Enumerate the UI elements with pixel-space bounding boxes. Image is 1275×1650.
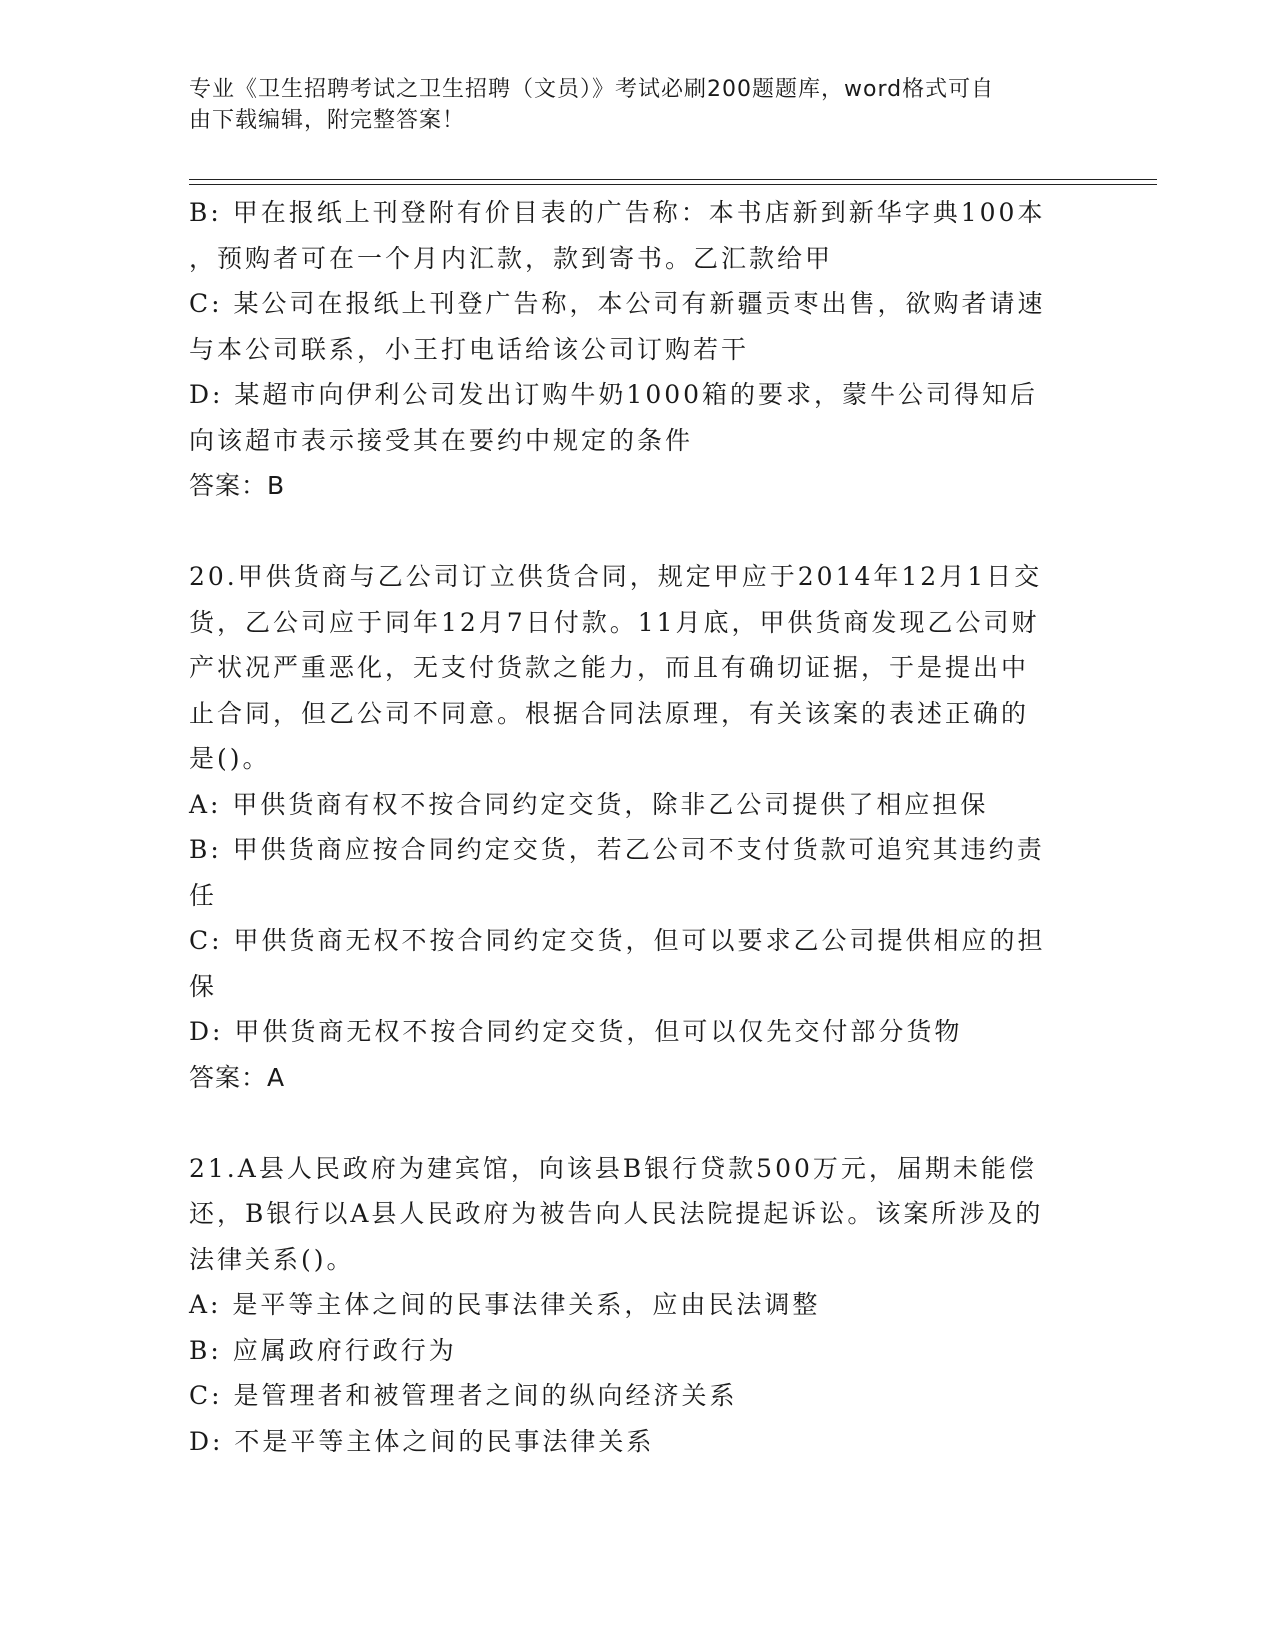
q20-stem-line-1: 20.甲供货商与乙公司订立供货合同，规定甲应于2014年12月1日交 xyxy=(189,562,1043,591)
question-20 xyxy=(189,554,1089,1100)
q20-option-b-line-2: 任 xyxy=(189,880,218,910)
question-19-continued xyxy=(189,190,1089,509)
question-21 xyxy=(189,1146,1089,1465)
document-body xyxy=(189,190,1089,1464)
q19-option-d-line-1: D: 某超市向伊利公司发出订购牛奶1000箱的要求，蒙牛公司得知后 xyxy=(189,380,1039,409)
q21-stem-line-1: 21.A县人民政府为建宾馆，向该县B银行贷款500万元，届期未能偿 xyxy=(189,1153,1037,1183)
document-header xyxy=(189,74,1079,136)
header-divider-top xyxy=(189,179,1157,180)
q20-answer: 答案：A xyxy=(189,1062,286,1092)
q20-option-c-line-2: 保 xyxy=(189,971,218,1001)
q21-option-b-line-1: B: 应属政府行政行为 xyxy=(189,1335,457,1365)
q20-option-c-line-1: C: 甲供货商无权不按合同约定交货，但可以要求乙公司提供相应的担 xyxy=(189,926,1046,955)
q21-option-a-line-1: A: 是平等主体之间的民事法律关系，应由民法调整 xyxy=(189,1290,821,1319)
header-line-2: 由下载编辑，附完整答案！ xyxy=(189,108,466,133)
q19-option-b-line-1: B: 甲在报纸上刊登附有价目表的广告称：本书店新到新华字典100本 xyxy=(189,198,1046,227)
q19-option-d-line-2: 向该超市表示接受其在要约中规定的条件 xyxy=(189,425,694,455)
q21-option-c-line-1: C: 是管理者和被管理者之间的纵向经济关系 xyxy=(189,1381,738,1410)
q20-stem-line-3: 产状况严重恶化，无支付货款之能力，而且有确切证据，于是提出中 xyxy=(189,653,1030,682)
q21-stem-line-2: 还，B银行以A县人民政府为被告向人民法院提起诉讼。该案所涉及的 xyxy=(189,1199,1044,1228)
q21-stem-line-3: 法律关系()。 xyxy=(189,1244,355,1274)
header-line-1: 专业《卫生招聘考试之卫生招聘（文员）》考试必刷200题题库，word格式可自 xyxy=(189,77,995,102)
q21-option-d-line-1: D: 不是平等主体之间的民事法律关系 xyxy=(189,1426,655,1456)
q20-option-b-line-1: B: 甲供货商应按合同约定交货，若乙公司不支付货款可追究其违约责 xyxy=(189,835,1045,864)
q20-option-a-line-1: A: 甲供货商有权不按合同约定交货，除非乙公司提供了相应担保 xyxy=(189,789,989,819)
header-divider-bottom xyxy=(189,184,1157,185)
q20-option-d-line-1: D: 甲供货商无权不按合同约定交货，但可以仅先交付部分货物 xyxy=(189,1017,963,1046)
q20-stem-line-5: 是()。 xyxy=(189,744,271,773)
q19-option-c-line-1: C: 某公司在报纸上刊登广告称，本公司有新疆贡枣出售，欲购者请速 xyxy=(189,289,1046,318)
q20-stem-line-2: 货，乙公司应于同年12月7日付款。11月底，甲供货商发现乙公司财 xyxy=(189,607,1040,637)
q19-option-b-line-2: ，预购者可在一个月内汇款，款到寄书。乙汇款给甲 xyxy=(189,243,834,273)
spacer xyxy=(189,509,1089,555)
spacer xyxy=(189,1100,1089,1146)
q20-stem-line-4: 止合同，但乙公司不同意。根据合同法原理，有关该案的表述正确的 xyxy=(189,698,1030,728)
q19-answer: 答案：B xyxy=(189,471,286,500)
q19-option-c-line-2: 与本公司联系，小王打电话给该公司订购若干 xyxy=(189,334,750,364)
